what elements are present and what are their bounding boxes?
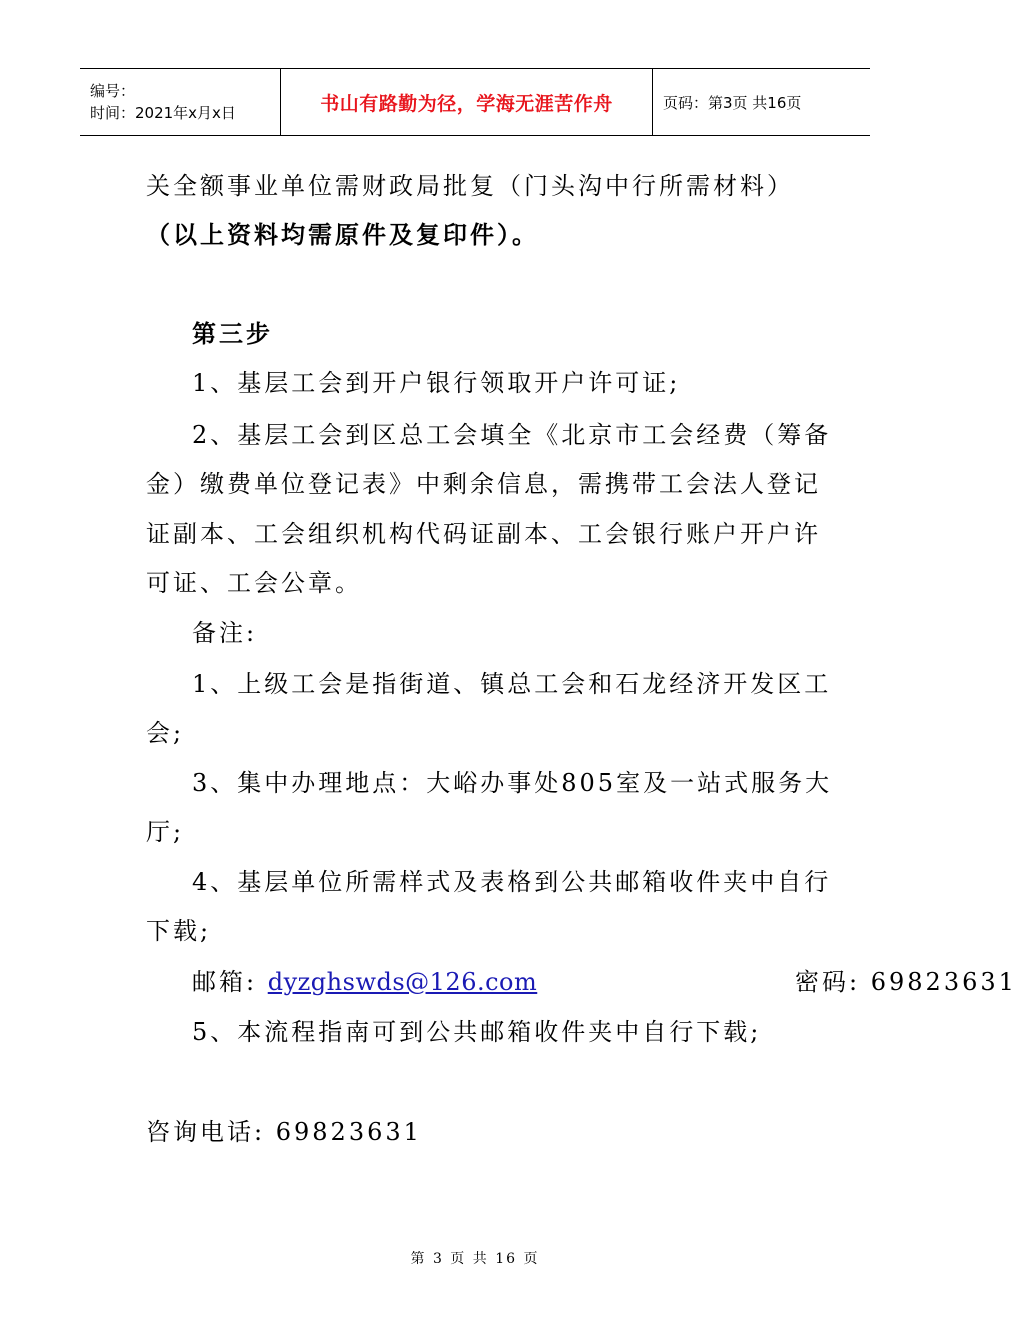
contact-phone: 69823631 [275, 1118, 422, 1146]
remark-1-line-1: 1、上级工会是指街道、镇总工会和石龙经济开发区工 [192, 670, 832, 698]
document-number-label: 编号： [90, 82, 136, 100]
header-page-info: 页码：第3页 共16页 [663, 93, 802, 112]
remark-3-line-2: 厅; [146, 818, 185, 846]
remark-4-line-1: 4、基层单位所需样式及表格到公共邮箱收件夹中自行 [192, 868, 832, 896]
originals-note: （以上资料均需原件及复印件）。 [146, 221, 539, 249]
password-group [795, 966, 1017, 998]
email-link[interactable]: dyzghswds@126.com [267, 968, 538, 996]
continuation-line: 关全额事业单位需财政局批复（门头沟中行所需材料） [146, 172, 794, 200]
step-item-1: 1、基层工会到开户银行领取开户许可证; [192, 369, 681, 397]
remark-3-line-1: 3、集中办理地点：大峪办事处805室及一站式服务大 [192, 769, 833, 797]
remark-1-line-2: 会; [146, 719, 185, 747]
remark-5: 5、本流程指南可到公共邮箱收件夹中自行下载; [192, 1018, 762, 1046]
step-item-2-line-3: 证副本、工会组织机构代码证副本、工会银行账户开户许 [146, 520, 821, 548]
document-header [80, 68, 870, 136]
remark-4-line-2: 下载; [146, 917, 212, 945]
step-three-heading: 第三步 [192, 320, 273, 348]
email-line [192, 966, 1017, 998]
header-motto: 书山有路勤为径，学海无涯苦作舟 [320, 92, 613, 115]
password-label: 密码: [795, 968, 861, 996]
step-item-2-line-4: 可证、工会公章。 [146, 569, 362, 597]
header-meta [80, 69, 281, 135]
password-value: 69823631 [870, 968, 1017, 996]
document-time: 时间：2021年x月x日 [90, 104, 236, 122]
step-item-2-line-1: 2、基层工会到区总工会填全《北京市工会经费（筹备 [192, 421, 832, 449]
header-page-info-cell [653, 69, 870, 135]
step-item-2-line-2: 金）缴费单位登记表》中剩余信息，需携带工会法人登记 [146, 470, 821, 498]
email-label: 邮箱: [192, 968, 258, 996]
page-footer: 第 3 页 共 16 页 [410, 1251, 540, 1267]
contact-line [146, 1116, 808, 1148]
remarks-label: 备注: [192, 619, 258, 647]
header-motto-cell [281, 69, 653, 135]
contact-label: 咨询电话: [146, 1118, 266, 1146]
